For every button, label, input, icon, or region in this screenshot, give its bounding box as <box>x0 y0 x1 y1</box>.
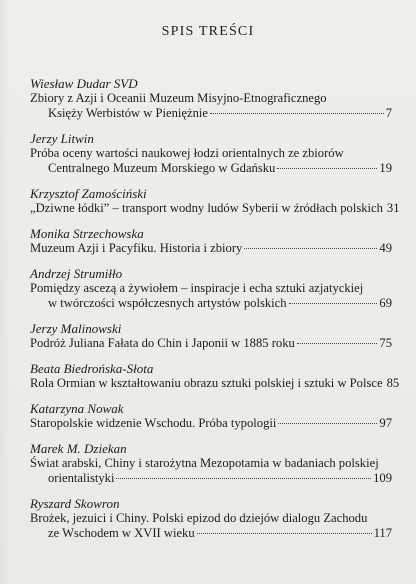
entry-title-last-line <box>30 201 400 216</box>
toc-entry <box>30 266 392 311</box>
entry-title-last-line <box>30 161 392 176</box>
entry-author: Marek M. Dziekan <box>30 441 127 456</box>
page-title: SPIS TREŚCI <box>161 24 255 39</box>
entry-title-text: orientalistyki <box>48 471 115 485</box>
toc-entry <box>30 321 392 351</box>
page-number: 85 <box>386 376 400 390</box>
page-number: 31 <box>386 201 400 215</box>
toc-entry <box>30 401 392 431</box>
dot-leader <box>277 167 377 169</box>
entry-title-last-line <box>30 526 392 541</box>
entry-title-text: „Dziwne łódki” – transport wodny ludów Syberii w źródłach polskich <box>30 201 383 215</box>
entry-author: Beata Biedrońska-Słota <box>30 361 154 376</box>
entry-title-line: Próba oceny wartości naukowej łodzi orientalnych ze zbiorów <box>30 146 344 160</box>
entry-title-last-line <box>30 241 392 256</box>
page-shadow <box>0 0 10 584</box>
entry-title-line: Świat arabski, Chiny i starożytna Mezopotamia w badaniach polskiej <box>30 456 379 470</box>
toc-entry <box>30 361 400 391</box>
toc-entry <box>30 131 392 176</box>
toc-entry <box>30 496 392 541</box>
page-number: 7 <box>385 106 392 120</box>
entry-author: Krzysztof Zamościński <box>30 186 147 201</box>
entry-author: Monika Strzechowska <box>30 226 144 241</box>
dot-leader <box>197 532 372 534</box>
dot-leader <box>116 477 371 479</box>
entry-author: Jerzy Litwin <box>30 131 94 146</box>
dot-leader <box>289 302 378 304</box>
entry-title-last-line <box>30 296 392 311</box>
entry-author: Katarzyna Nowak <box>30 401 124 416</box>
entry-title-line: Pomiędzy ascezą a żywiołem – inspiracje i echa sztuki azjatyckiej <box>30 281 364 295</box>
entry-title-text: Staropolskie widzenie Wschodu. Próba typologii <box>30 416 277 430</box>
page-number: 19 <box>379 161 392 175</box>
entry-author: Ryszard Skowron <box>30 496 120 511</box>
entry-title-last-line <box>30 376 400 391</box>
dot-leader <box>244 247 377 249</box>
page-number: 75 <box>379 336 392 350</box>
entry-title-text: ze Wschodem w XVII wieku <box>48 526 195 540</box>
entry-title-last-line <box>30 336 392 351</box>
dot-leader <box>278 422 377 424</box>
toc-entry <box>30 186 400 216</box>
table-of-contents <box>30 76 400 551</box>
toc-entry <box>30 226 392 256</box>
entry-title-last-line <box>30 471 392 486</box>
entry-title-text: w twórczości współczesnych artystów polskich <box>48 296 287 310</box>
page-number: 49 <box>379 241 392 255</box>
entry-title-line: Brożek, jezuici i Chiny. Polski epizod do dziejów dialogu Zachodu <box>30 511 368 525</box>
page-number: 97 <box>379 416 392 430</box>
entry-title-text: Rola Ormian w kształtowaniu obrazu sztuki polskiej i sztuki w Polsce <box>30 376 383 390</box>
page-number: 69 <box>379 296 392 310</box>
entry-author: Wiesław Dudar SVD <box>30 76 138 91</box>
page-number: 109 <box>373 471 392 485</box>
dot-leader <box>297 342 378 344</box>
entry-author: Jerzy Malinowski <box>30 321 122 336</box>
entry-title-line: Zbiory z Azji i Oceanii Muzeum Misyjno-Etnograficznego <box>30 91 327 105</box>
entry-title-last-line <box>30 106 392 121</box>
entry-title-text: Księży Werbistów w Pieniężnie <box>48 106 208 120</box>
toc-entry <box>30 441 392 486</box>
page-number: 117 <box>373 526 392 540</box>
entry-title-last-line <box>30 416 392 431</box>
dot-leader <box>210 112 384 114</box>
entry-title-text: Podróż Juliana Fałata do Chin i Japonii w 1885 roku <box>30 336 295 350</box>
entry-title-text: Muzeum Azji i Pacyfiku. Historia i zbiory <box>30 241 243 255</box>
entry-author: Andrzej Strumiłło <box>30 266 123 281</box>
entry-title-text: Centralnego Muzeum Morskiego w Gdańsku <box>48 161 276 175</box>
toc-entry <box>30 76 392 121</box>
